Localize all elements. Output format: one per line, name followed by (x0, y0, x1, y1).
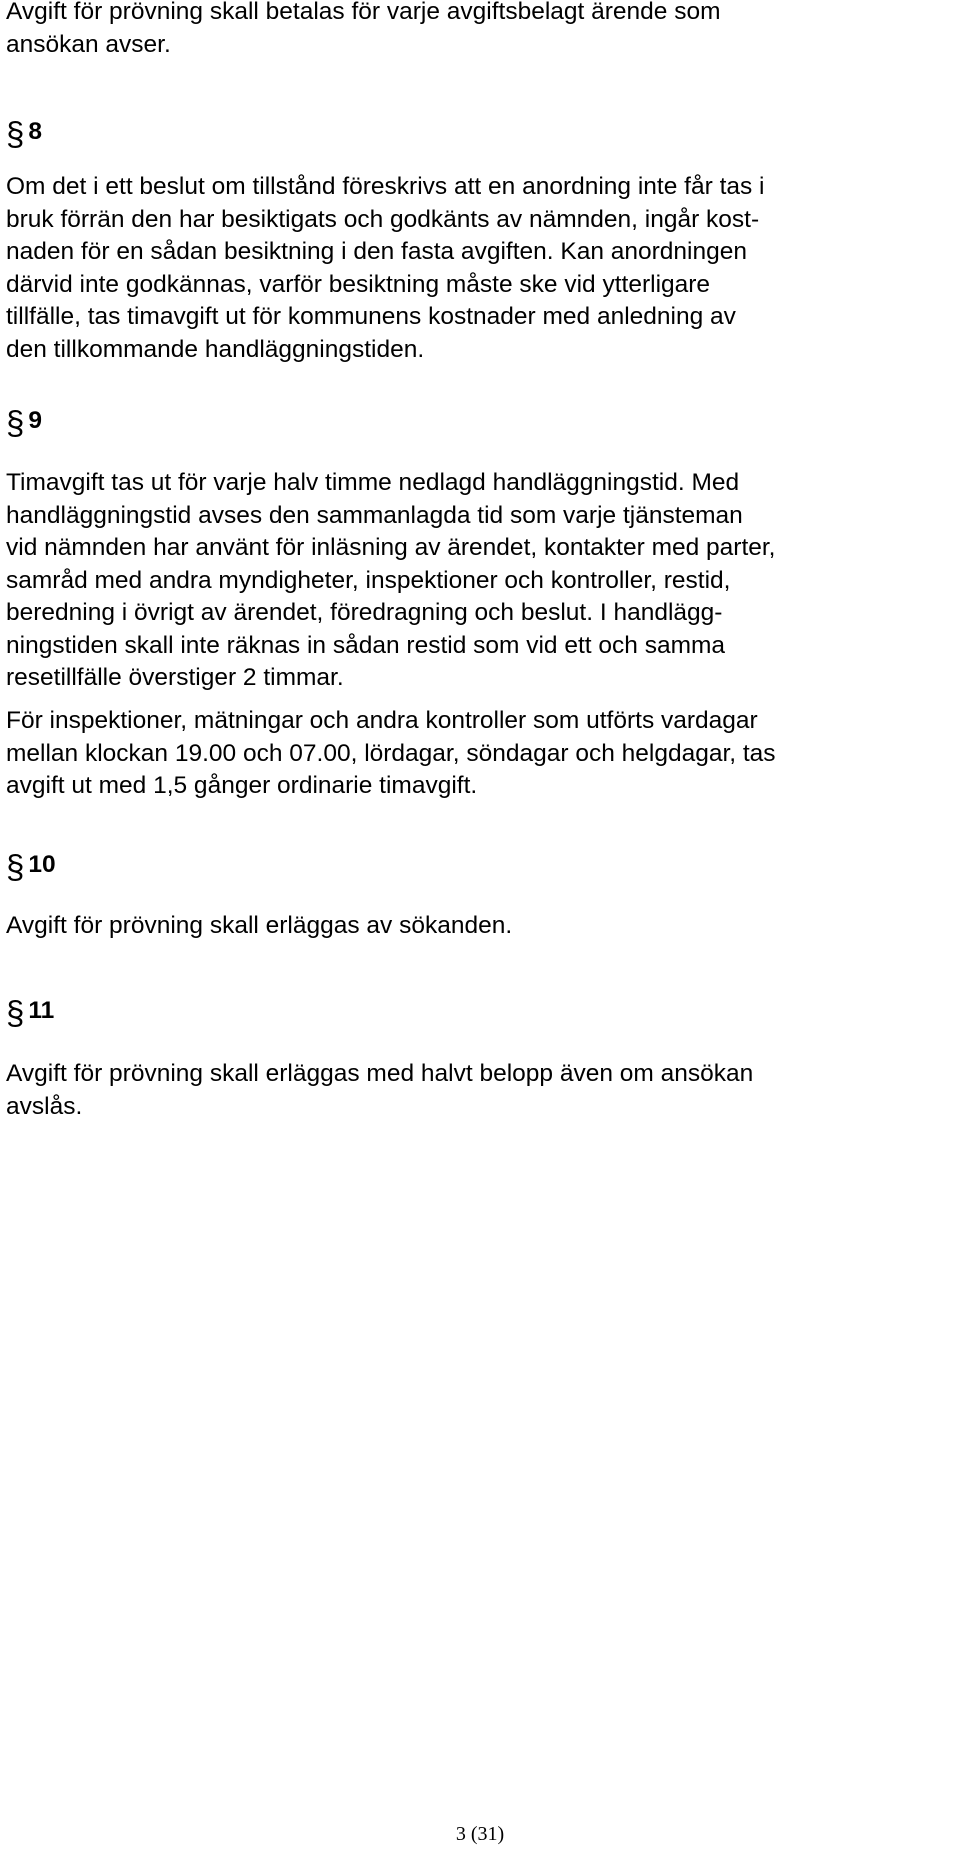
section-heading-9 (6, 405, 42, 439)
section-number: 9 (28, 407, 42, 434)
section-heading-10 (6, 849, 56, 883)
section-sign: § (6, 404, 25, 441)
section-9-paragraph-2: För inspektioner, mätningar och andra kontroller som utförts vardagar mellan klockan 19.00 och 07.00, lördagar, söndagar och helgdagar, tas avgift ut med 1,5 gånger ordinarie timavgift. (6, 707, 776, 799)
section-number: 8 (28, 118, 42, 145)
section-heading-8 (6, 116, 42, 150)
section-sign: § (6, 994, 25, 1031)
intro-paragraph: Avgift för prövning skall betalas för varje avgiftsbelagt ärende som ansökan avser. (6, 0, 721, 58)
section-sign: § (6, 848, 25, 885)
page-number: 3 (31) (455, 1823, 505, 1845)
section-10-paragraph: Avgift för prövning skall erläggas av sökanden. (6, 912, 513, 939)
section-9-paragraph-1: Timavgift tas ut för varje halv timme nedlagd handläggningstid. Med handläggningstid avses den sammanlagda tid som varje tjänsteman vid nämnden har använt för inläsning av ärendet, kontakter med parter, samråd med andra myndigheter, inspektioner och kontroller, restid, beredning i övrigt av ärendet, föredragning och beslut. I handlägg- ningstiden skall inte räknas in sådan restid som vid ett och samma resetillfälle överstiger 2 timmar. (6, 469, 776, 691)
section-11-paragraph: Avgift för prövning skall erläggas med halvt belopp även om ansökan avslås. (6, 1060, 754, 1120)
section-heading-11 (6, 995, 54, 1029)
section-number: 11 (28, 997, 55, 1024)
section-sign: § (6, 115, 25, 152)
section-8-paragraph: Om det i ett beslut om tillstånd föreskrivs att en anordning inte får tas i bruk förrän den har besiktigats och godkänts av nämnden, ingår kost- naden för en sådan besiktning i den fasta avgiften. Kan anordningen därvid inte godkännas, varför besiktning måste ske vid ytterligare tillfälle, tas timavgift ut för kommunens kostnader med anledning av den tillkommande handläggningstiden. (6, 173, 765, 363)
section-number: 10 (28, 851, 56, 878)
